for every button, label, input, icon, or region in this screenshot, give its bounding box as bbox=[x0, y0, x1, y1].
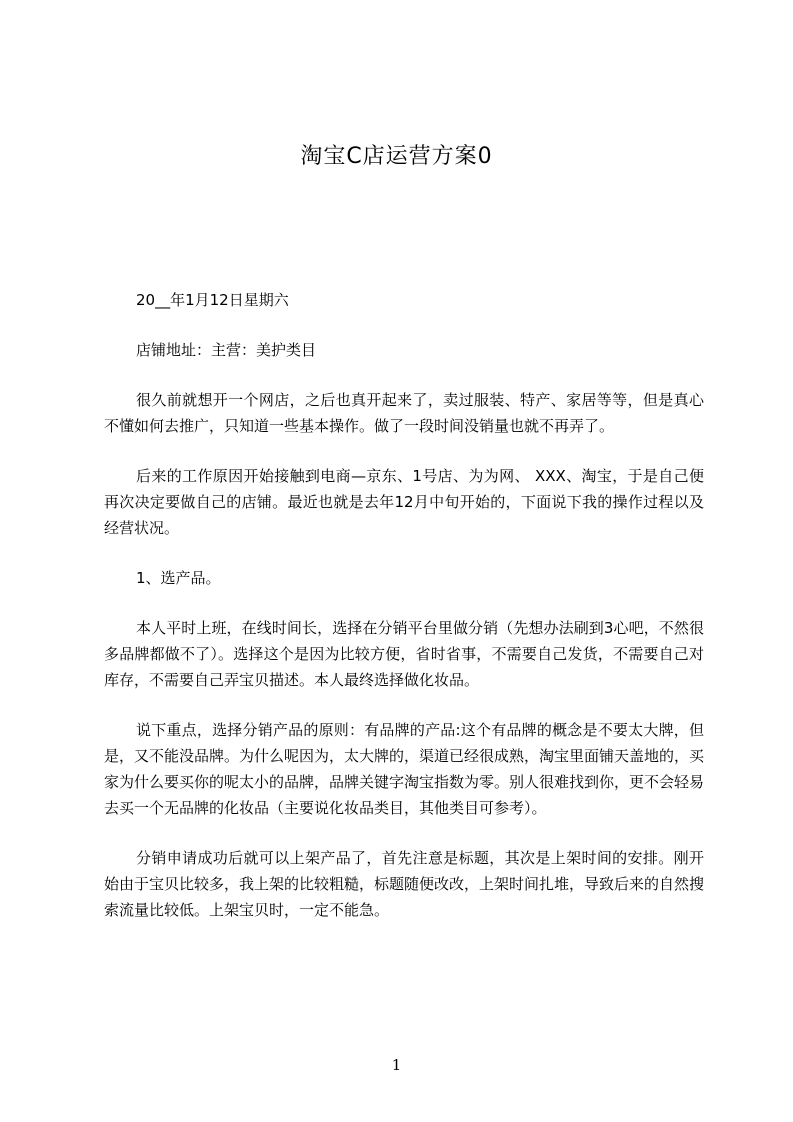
document-body bbox=[104, 287, 704, 947]
date-paragraph: 20__年1月12日星期六 bbox=[136, 291, 289, 309]
body-paragraph: 很久前就想开一个网店，之后也真开起来了，卖过服装、特产、家居等等，但是真心不懂如何去推广，只知道一些基本操作。做了一段时间没销量也就不再弄了。 bbox=[104, 391, 704, 435]
body-paragraph: 本人平时上班，在线时间长，选择在分销平台里做分销（先想办法刷到3心吧，不然很多品牌都做不了）。选择这个是因为比较方便，省时省事，不需要自己发货，不需要自己对库存，不需要自己弄宝贝描述。本人最终选择做化妆品。 bbox=[104, 619, 704, 689]
store-address-paragraph: 店铺地址：主营：美护类目 bbox=[136, 341, 317, 359]
body-paragraph: 后来的工作原因开始接触到电商—京东、1号店、为为网、 XXX、淘宝，于是自己便再次决定要做自己的店铺。最近也就是去年12月中旬开始的，下面说下我的操作过程以及经营状况。 bbox=[104, 467, 704, 537]
body-paragraph: 说下重点，选择分销产品的原则：有品牌的产品:这个有品牌的概念是不要太大牌，但是，又不能没品牌。为什么呢因为，太大牌的，渠道已经很成熟，淘宝里面铺天盖地的，买家为什么要买你的呢太小的品牌，品牌关键字淘宝指数为零。别人很难找到你，更不会轻易去买一个无品牌的化妆品（主要说化妆品类目，其他类目可参考）。 bbox=[104, 721, 705, 817]
body-paragraph: 分销申请成功后就可以上架产品了，首先注意是标题，其次是上架时间的安排。刚开始由于宝贝比较多，我上架的比较粗糙，标题随便改改，上架时间扎堆，导致后来的自然搜索流量比较低。上架宝贝时，一定不能急。 bbox=[104, 849, 705, 919]
section-heading: 1、选产品。 bbox=[136, 569, 221, 587]
document-title: 淘宝C店运营方案0 bbox=[300, 144, 493, 169]
page-number: 1 bbox=[391, 1056, 402, 1074]
